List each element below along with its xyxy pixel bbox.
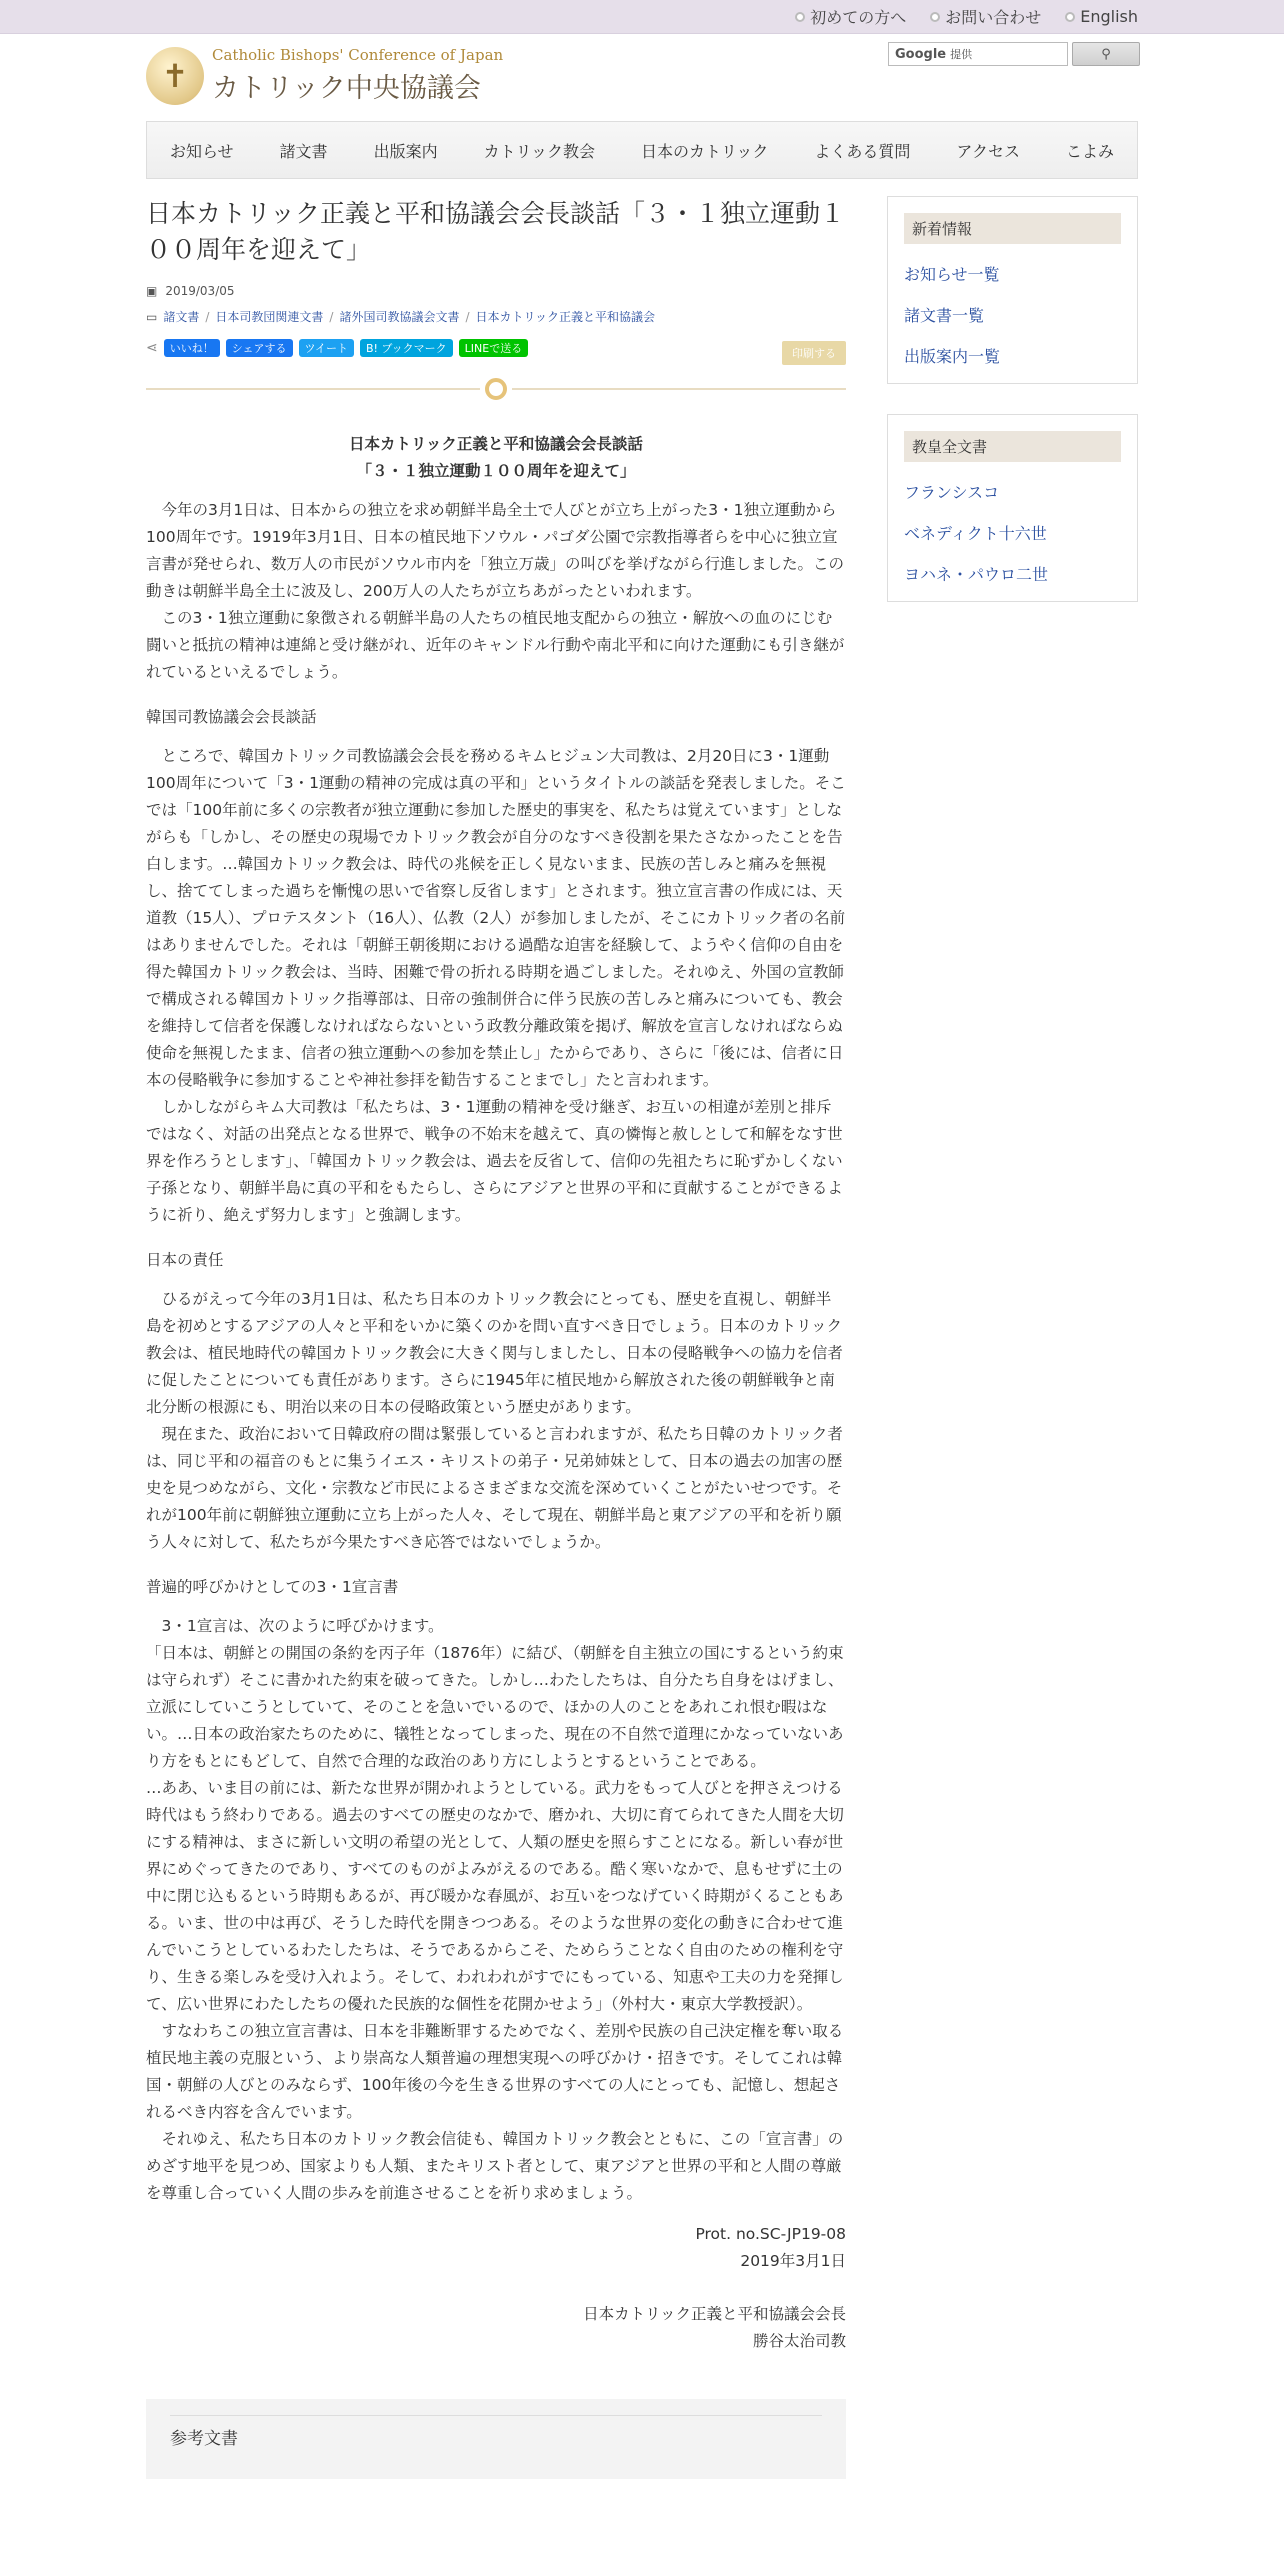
category-link[interactable]: 諸文書 bbox=[163, 310, 200, 324]
reference-documents: 参考文書 bbox=[146, 2399, 846, 2479]
section-heading: 日本の責任 bbox=[146, 1251, 224, 1269]
search-input[interactable]: Google 提供 bbox=[888, 42, 1068, 66]
bullet-icon bbox=[1065, 12, 1075, 22]
page-title: 日本カトリック正義と平和協議会会長談話「３・１独立運動１００周年を迎えて」 bbox=[146, 199, 846, 264]
ring-ornament-icon bbox=[485, 378, 507, 400]
logo-japanese-name: カトリック中央協議会 bbox=[212, 73, 481, 104]
nav-faq[interactable]: よくある質問 bbox=[814, 141, 911, 161]
facebook-share-button[interactable]: シェアする bbox=[226, 339, 293, 357]
cross-logo-icon: ✝ bbox=[146, 47, 204, 105]
protocol-signature: Prot. no.SC-JP19-08 2019年3月1日 bbox=[695, 2225, 846, 2270]
nav-catholic-japan[interactable]: 日本のカトリック bbox=[641, 141, 769, 161]
folder-icon: ▭ bbox=[146, 309, 158, 324]
sidebar-popes bbox=[887, 414, 1138, 602]
sidebar-heading: 教皇全文書 bbox=[904, 431, 1121, 462]
category-link[interactable]: 日本司教団関連文書 bbox=[215, 310, 324, 324]
link-english[interactable]: English bbox=[1065, 7, 1138, 26]
link-first-visit[interactable]: 初めての方へ bbox=[795, 5, 906, 28]
article bbox=[146, 196, 846, 2479]
site-search bbox=[888, 42, 1140, 66]
post-date: ▣ 2019/03/05 bbox=[146, 284, 235, 298]
statement-subheading: 「３・１独立運動１００周年を迎えて」 bbox=[356, 462, 636, 480]
sidebar-link-francis[interactable]: フランシスコ bbox=[904, 483, 1000, 502]
sidebar-news bbox=[887, 196, 1138, 384]
tweet-button[interactable]: ツイート bbox=[299, 339, 354, 357]
share-buttons bbox=[146, 337, 846, 359]
facebook-like-button[interactable]: いいね！ bbox=[164, 339, 220, 357]
sidebar-link-documents-list[interactable]: 諸文書一覧 bbox=[904, 306, 985, 325]
share-icon: ⋖ bbox=[146, 340, 158, 356]
category-link[interactable]: 諸外国司教協議会文書 bbox=[339, 310, 460, 324]
sidebar-link-news-list[interactable]: お知らせ一覧 bbox=[904, 265, 1000, 284]
sidebar-link-publications-list[interactable]: 出版案内一覧 bbox=[904, 347, 1001, 366]
nav-calendar[interactable]: こよみ bbox=[1065, 141, 1114, 161]
link-contact[interactable]: お問い合わせ bbox=[930, 5, 1041, 28]
sidebar-link-benedict[interactable]: ベネディクト十六世 bbox=[904, 524, 1047, 543]
category-link[interactable]: 日本カトリック正義と平和協議会 bbox=[475, 310, 656, 324]
nav-catholic-church[interactable]: カトリック教会 bbox=[483, 141, 595, 161]
print-button[interactable]: 印刷する bbox=[782, 341, 846, 365]
line-button[interactable]: LINEで送る bbox=[459, 339, 529, 357]
section-heading: 普遍的呼びかけとしての3・1宣言書 bbox=[146, 1578, 399, 1596]
logo-english-name: Catholic Bishops' Conference of Japan bbox=[212, 46, 504, 64]
calendar-icon: ▣ bbox=[146, 284, 158, 298]
author-signature: 日本カトリック正義と平和協議会会長 勝谷太治司教 bbox=[583, 2305, 846, 2350]
bullet-icon bbox=[795, 12, 805, 22]
statement-heading: 日本カトリック正義と平和協議会会長談話 bbox=[349, 435, 643, 453]
nav-access[interactable]: アクセス bbox=[956, 141, 1020, 161]
sidebar-heading: 新着情報 bbox=[904, 213, 1121, 244]
section-heading: 韓国司教協議会会長談話 bbox=[146, 708, 317, 726]
top-utility-bar bbox=[0, 0, 1284, 34]
search-button[interactable] bbox=[1072, 42, 1140, 66]
hatena-bookmark-button[interactable]: B! ブックマーク bbox=[360, 339, 453, 357]
nav-news[interactable]: お知らせ bbox=[170, 141, 234, 161]
intro-paragraphs: 今年の3月1日は、日本からの独立を求め朝鮮半島全土で人びとが立ち上がった3・1独立運動から100周年です。1919年3月1日、日本の植民地下ソウル・パゴダ公園で宗教指導者らを中心に独立宣言書が発せられ、数万人の市民がソウル市内を「独立万歳」の叫びを挙げながら行進しました。この動きは朝鮮半島全土に波及し、200万人の人たちが立ちあがったといわれます。 この3・1独立運動に象徴される朝鮮半島の人たちの植民地支配からの独立・解放への血のにじむ闘いと抵抗の精神は連綿と受け継がれ、近年のキャンドル行動や南北平和に向けた運動にも引き継がれているといえるでしょう。 bbox=[146, 501, 845, 681]
article-body: 日本カトリック正義と平和協議会会長談話 「３・１独立運動１００周年を迎えて」 今年の3月1日は、日本からの独立を求め朝鮮半島全土で人びとが立ち上がった3・1独立運動から100周年です。1919年3月1日、日本の植民地下ソウル・パゴダ公園で宗教指導者らを中心に独立宣言書が発せられ、数万人の市民がソウル市内を「独立万歳」の叫びを挙げながら行進しました。この動きは朝鮮半島全土に波及し、200万人の人たちが立ちあがったといわれます。 この3・1独立運動に象徴される朝鮮半島の人たちの植民地支配からの独立・解放への血のにじむ闘いと抵抗の精神は連綿と受け継がれ、近年のキャンドル行動や南北平和に向けた運動にも引き継がれているといえるでしょう。 韓国司教協議会会長談話 ところで、韓国カトリック司教協議会会長を務めるキムヒジュン大司教は、2月20日に3・1運動100周年について「3・1運動の精神の完成は真の平和」というタイトルの談話を発表しました。そこでは「100年前に多くの宗教者が独立運動に参加した歴史的事実を、私たちは覚えています」としながらも「しかし、その歴史の現場でカトリック教会が自分のなすべき役割を果たさなかったことを告白します。…韓国カトリック教会は、時代の兆候を正しく見ないまま、民族の苦しみと痛みを無視し、捨ててしまった過ちを慚愧の思いで省察し反省します」とされます。独立宣言書の作成には、天道教（15人）、プロテスタント（16人）、仏教（2人）が参加しましたが、そこにカトリック者の名前はありませんでした。それは「朝鮮王朝後期における過酷な迫害を経験して、ようやく信仰の自由を得た韓国カトリック教会は、当時、困難で骨の折れる時期を過ごしました。それゆえ、外国の宣教師で構成される韓国カトリック指導部は、日帝の強制併合に伴う民族の苦しみと痛みについても、教会を維持して信者を保護しなければならないという政教分離政策を掲げ、解放を宣言しなければならぬ使命を無視したまま、信者の独立運動への参加を禁止し」たからであり、さらに「後には、信者に日本の侵略戦争に参加することや神社参拝を勧告することまでし」たと言われます。 しかしながらキム大司教は「私たちは、3・1運動の精神を受け継ぎ、お互いの相違が差別と排斥ではなく、対話の出発点となる世界で、戦争の不始末を越えて、真の憐悔と赦しとして和解をなす世界を作ろうとします」、「韓国カトリック教会は、過去を反省して、信仰の先祖たちに恥ずかしくない子孫となり、朝鮮半島に真の平和をもたらし、さらにアジアと世界の平和に貢献することができるように祈り、絶えず努力します」と強調します。 日本の責任 ひるがえって今年の3月1日は、私たち日本のカトリック教会にとっても、歴史を直視し、朝鮮半島を初めとするアジアの人々と平和をいかに築くのかを問い直すべき日でしょう。日本のカトリック教会は、植民地時代の韓国カトリック教会に大きく関与しましたし、日本の侵略戦争への協力を信者に促したことについても責任があります。さらに1945年に植民地から解放された後の朝鮮戦争と南北分断の根源にも、明治以来の日本の侵略政策という歴史があります。 現在また、政治において日韓政府の間は緊張していると言われますが、私たち日韓のカトリック者は、同じ平和の福音のもとに集うイエス・キリストの弟子・兄弟姉妹として、日本の過去の加害の歴史を見つめながら、文化・宗教など市民によるさまざまな交流を深めていくことがたいせつです。それが100年前に朝鮮独立運動に立ち上がった人々、そして現在、朝鮮半島と東アジアの平和を祈り願う人々に対して、私たちが今果たすべき応答ではないでしょうか。 普遍的呼びかけとしての3・1宣言書 3・1宣言は、次のように呼びかけます。 「日本は、朝鮮との開国の条約を丙子年（1876年）に結び、（朝鮮を自主独立の国にするという約束は守られず）そこに書かれた約束を破ってきた。しかし…わたしたちは、自分たち自身をはげまし、立派にしていこうとしていて、そのことを急いでいるので、ほかの人のことをあれこれ恨む暇はない。…日本の政治家たちのために、犠牲となってしまった、現在の不自然で道理にかなっていないあり方をもとにもどして、自然で合理的な政治のあり方にしようとするということである。 …ああ、いま目の前には、新たな世界が開かれようとしている。武力をもって人びとを押さえつける時代はもう終わりである。過去のすべての歴史のなかで、磨かれ、大切に育てられてきた人間を大切にする精神は、まさに新しい文明の希望の光として、人類の歴史を照らすことになる。新しい春が世界にめぐってきたのであり、すべてのものがよみがえるのである。酷く寒いなかで、息もせずに土の中に閉じ込もるという時期もあるが、再び暖かな春風が、お互いをつなげていく時期がくることもある。いま、世の中は再び、そうした時代を開きつつある。そのような世界の変化の動きに合わせて進んでいこうとしているわたしたちは、そうであるからこそ、ためらうことなく自由のための権利を守り、生きる楽しみを受け入れよう。そして、われわれがすでにもっている、知恵や工夫の力を発揮して、広い世界にわたしたちの優れた民族的な個性を花開かせよう」（外村大・東京大学教授訳）。 すなわちこの独立宣言書は、日本を非難断罪するためでなく、差別や民族の自己決定権を奪い取る植民地主義の克服という、より崇高な人類普遍の理想実現への呼びかけ・招きです。そしてこれは韓国・朝鮮の人びとのみならず、100年後の今を生きる世界のすべての人にとっても、記憶し、想起されるべき内容を含んでいます。 それゆえ、私たち日本のカトリック教会信徒も、韓国カトリック教会とともに、この「宣言書」のめざす地平を見つめ、国家よりも人類、またキリスト者として、東アジアと世界の平和と人間の尊厳を尊重し合っていく人間の歩みを前進させることを祈り求めましょう。 Prot. no.SC-JP19-08 2019年3月1日 日本カトリック正義と平和協議会会長 勝谷太治司教 参考文書 bbox=[146, 431, 846, 2479]
category-list: ▭ 諸文書 / 日本司教団関連文書 / 諸外国司教協議会文書 / 日本カトリック正義と平和協議会 bbox=[146, 309, 656, 324]
nav-publications[interactable]: 出版案内 bbox=[373, 141, 438, 161]
bullet-icon bbox=[930, 12, 940, 22]
site-logo[interactable] bbox=[146, 46, 503, 105]
ornament-divider bbox=[146, 375, 846, 403]
sidebar-link-john-paul[interactable]: ヨハネ・パウロ二世 bbox=[904, 565, 1049, 584]
main-navigation bbox=[146, 121, 1138, 179]
search-icon: ⚲ bbox=[1101, 46, 1111, 62]
site-header bbox=[0, 34, 1284, 118]
nav-documents[interactable]: 諸文書 bbox=[279, 141, 328, 161]
